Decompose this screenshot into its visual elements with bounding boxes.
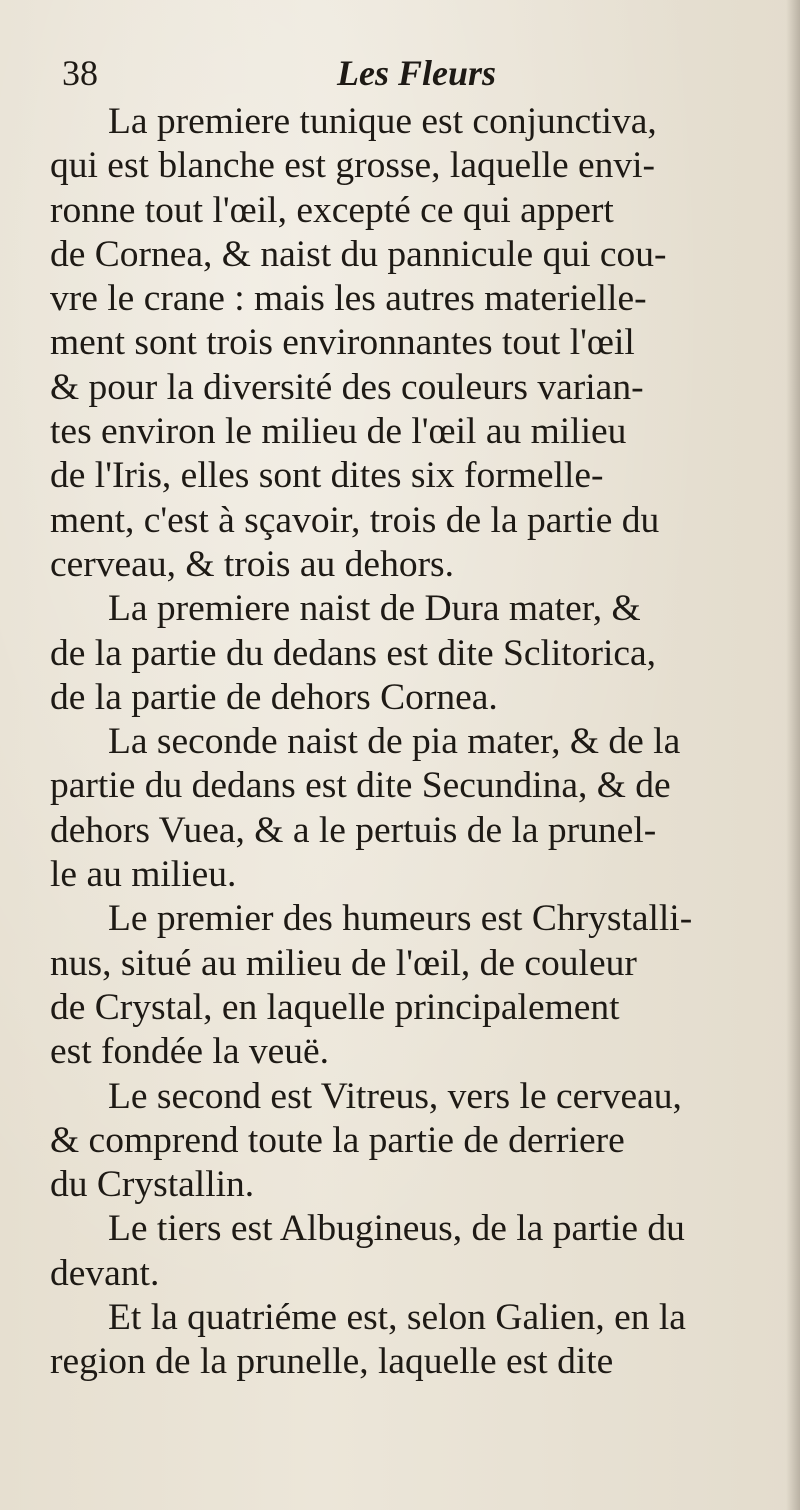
text-line: La seconde naist de pia mater, & de la	[108, 721, 681, 763]
text-line: ment sont trois environnantes tout l'œil	[50, 322, 635, 364]
text-line: qui est blanche est grosse, laquelle envi-	[50, 145, 656, 187]
text-line: La premiere naist de Dura mater, &	[108, 588, 641, 630]
text-line: Le premier des humeurs est Chrystalli-	[108, 898, 693, 940]
text-line: devant.	[50, 1252, 160, 1294]
text-line: & comprend toute la partie de derriere	[50, 1119, 625, 1161]
text-line: ronne tout l'œil, excepté ce qui appert	[50, 189, 614, 231]
text-line: Le tiers est Albugineus, de la partie du	[108, 1208, 685, 1250]
page-header	[62, 48, 760, 98]
text-line: de Cornea, & naist du pannicule qui cou-	[50, 233, 667, 275]
page-gutter-shadow	[786, 0, 800, 1510]
running-title: Les Fleurs	[337, 53, 497, 93]
text-line: Et la quatriéme est, selon Galien, en la	[108, 1297, 686, 1339]
text-line: partie du dedans est dite Secundina, & de	[50, 765, 671, 807]
text-line: du Crystallin.	[50, 1164, 255, 1206]
body-text	[50, 100, 780, 1385]
text-line: La premiere tunique est conjunctiva,	[108, 101, 657, 142]
text-line: dehors Vuea, & a le pertuis de la prunel-	[50, 809, 657, 851]
text-line: cerveau, & trois au dehors.	[50, 543, 455, 585]
page-number: 38	[62, 53, 98, 93]
text-line: de l'Iris, elles sont dites six formelle-	[50, 455, 604, 497]
text-line: nus, situé au milieu de l'œil, de couleur	[50, 942, 637, 984]
text-line: tes environ le milieu de l'œil au milieu	[50, 411, 627, 453]
text-line: de la partie de dehors Cornea.	[50, 676, 498, 718]
text-line: vre le crane : mais les autres materielle-	[50, 278, 647, 320]
text-line: region de la prunelle, laquelle est dite	[50, 1341, 614, 1383]
text-line: & pour la diversité des couleurs varian-	[50, 366, 644, 408]
text-line: de Crystal, en laquelle principalement	[50, 986, 620, 1028]
text-line: ment, c'est à sçavoir, trois de la partie du	[50, 499, 660, 541]
text-line: le au milieu.	[50, 854, 237, 896]
text-line: Le second est Vitreus, vers le cerveau,	[108, 1075, 682, 1117]
text-line: de la partie du dedans est dite Sclitorica,	[50, 632, 657, 674]
text-line: est fondée la veuë.	[50, 1031, 330, 1073]
